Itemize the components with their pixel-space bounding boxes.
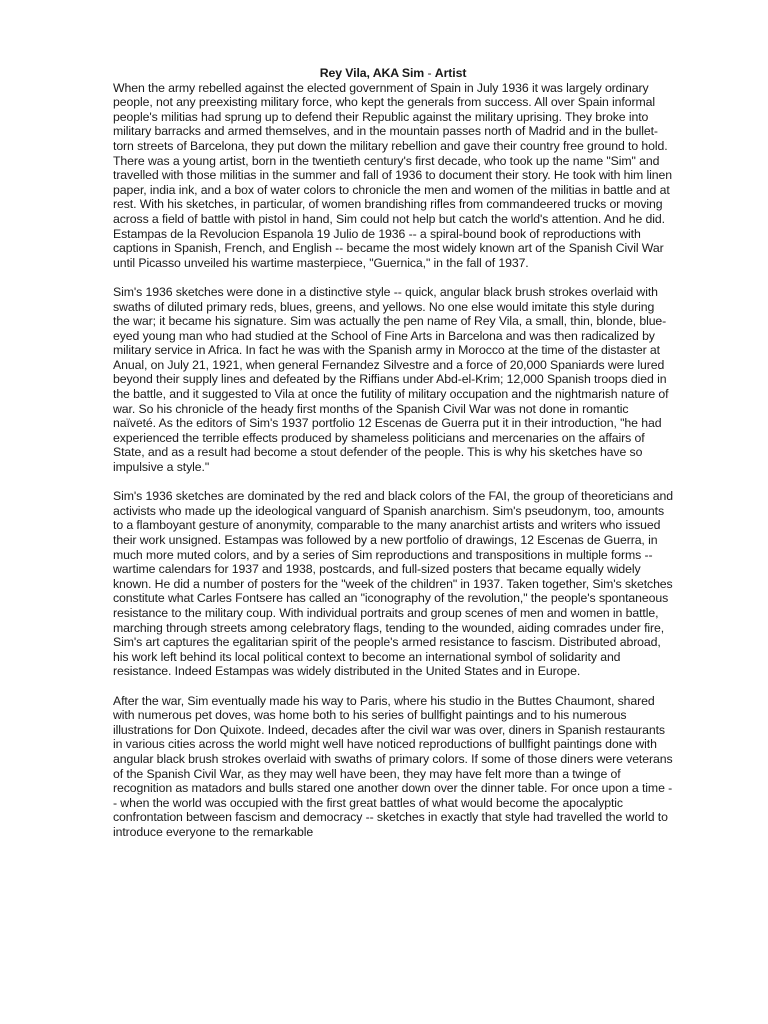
document-title xyxy=(113,66,673,81)
document-page xyxy=(113,66,673,854)
title-separator: - xyxy=(424,66,435,80)
title-role: Artist xyxy=(434,66,467,80)
paragraph-3: Sim's 1936 sketches are dominated by the red and black colors of the FAI, the group of theoreticians and activists who made up the ideological vanguard of Spanish anarchism. Sim's pseudonym, too, amounts to a flamboyant gesture of anonymity, comparable to the many anarchist artists and writers who issued their work unsigned. Estampas was followed by a new portfolio of drawings, 12 Escenas de Guerra, in much more muted colors, and by a series of Sim reproductions and transpositions in multiple forms -- wartime calendars for 1937 and 1938, postcards, and full-sized posters that became equally widely known. He did a number of posters for the "week of the children" in 1937. Taken together, Sim's sketches constitute what Carles Fontsere has called an "iconography of the revolution," the people's spontaneous resistance to the military coup. With individual portraits and group scenes of men and women in battle, marching through streets among celebratory flags, tending to the wounded, aiding comrades under fire, Sim's art captures the egalitarian spirit of the people's armed resistance to fascism. Distributed abroad, his work left behind its local political context to become an international symbol of solidarity and resistance. Indeed Estampas was widely distributed in the United States and in Europe. xyxy=(113,489,673,679)
paragraph-4: After the war, Sim eventually made his way to Paris, where his studio in the Buttes Chaumont, shared with numerous pet doves, was home both to his series of bullfight paintings and to his numerous illustrations for Don Quixote. Indeed, decades after the civil war was over, diners in Spanish restaurants in various cities across the world might well have noticed reproductions of bullfight paintings done with angular black brush strokes overlaid with swaths of primary colors. If some of those diners were veterans of the Spanish Civil War, as they may well have been, they may have felt more than a twinge of recognition as matadors and bulls stared one another down over the dinner table. For once upon a time -- when the world was occupied with the first great battles of what would become the apocalyptic confrontation between fascism and democracy -- sketches in exactly that style had travelled the world to introduce everyone to the remarkable xyxy=(113,693,673,839)
paragraph-2: Sim's 1936 sketches were done in a distinctive style -- quick, angular black brush strokes overlaid with swaths of diluted primary reds, blues, greens, and yellows. No one else would imitate this style during the war; it became his signature. Sim was actually the pen name of Rey Vila, a small, thin, blonde, blue-eyed young man who had studied at the School of Fine Arts in Barcelona and was then radicalized by military service in Africa. In fact he was with the Spanish army in Morocco at the time of the distaster at Anual, on July 21, 1921, when general Fernandez Silvestre and a force of 20,000 Spaniards were lured beyond their supply lines and defeated by the Riffians under Abd-el-Krim; 12,000 Spanish troops died in the battle, and it suggested to Vila at once the futility of military occupation and the nightmarish nature of war. So his chronicle of the heady first months of the Spanish Civil War was not done in romantic naïveté. As the editors of Sim's 1937 portfolio 12 Escenas de Guerra put it in their introduction, "he had experienced the terrible effects produced by shameless politicians and mercenaries on the affairs of State, and as a result had become a stout defender of the people. This is why his sketches have so impulsive a style." xyxy=(113,284,669,475)
title-main: Rey Vila, AKA Sim xyxy=(319,66,425,80)
paragraph-1: When the army rebelled against the elected government of Spain in July 1936 it was largely ordinary people, not any preexisting military force, who kept the generals from success. All over Spain informal people's militias had sprung up to defend their Republic against the military uprising. They broke into military barracks and armed themselves, and in the mountain passes north of Madrid and in the bullet-torn streets of Barcelona, they put down the military rebellion and gave their country free ground to hold. There was a young artist, born in the twentieth century's first decade, who took up the name "Sim" and travelled with those militias in the summer and fall of 1936 to document their story. He took with him linen paper, india ink, and a box of water colors to chronicle the men and women of the militias in battle and at rest. With his sketches, in particular, of women brandishing rifles from commandeered trucks or moving across a field of battle with pistol in hand, Sim could not help but catch the world's attention. And he did. Estampas de la Revolucion Espanola 19 Julio de 1936 -- a spiral-bound book of reproductions with captions in Spanish, French, and English -- became the most widely known art of the Spanish Civil War until Picasso unveiled his wartime masterpiece, "Guernica," in the fall of 1937. xyxy=(113,80,672,270)
